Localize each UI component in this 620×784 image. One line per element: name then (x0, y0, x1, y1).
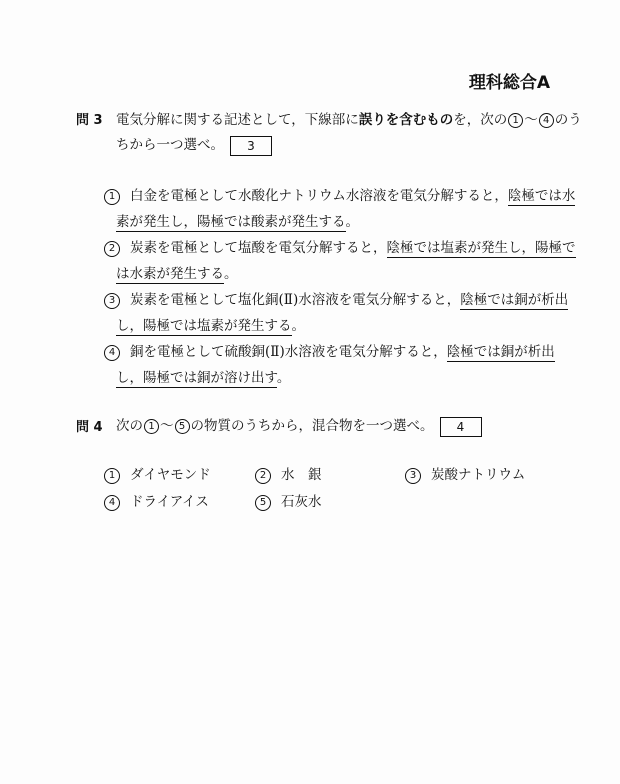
underlined-text: 陰極では銅が析出 (446, 344, 555, 360)
option-text: 。 (291, 318, 305, 334)
option-2-line2 (116, 262, 238, 282)
stem-text: 電気分解に関する記述として，下線部に (116, 112, 359, 128)
option-text: ドライアイス (130, 494, 209, 510)
option-4-line2 (116, 366, 290, 386)
underlined-text: 陰極では塩素が発生し，陽極で (386, 240, 576, 256)
option-number: 1 (104, 189, 120, 205)
option-text: 白金を電極として水酸化ナトリウム水溶液を電気分解すると， (130, 188, 508, 204)
option-number: 5 (255, 495, 271, 511)
option-4-line1 (104, 340, 555, 361)
option-number: 3 (405, 468, 421, 484)
underlined-text: し，陽極では塩素が発生する (116, 318, 292, 334)
option-3-line1 (104, 288, 568, 309)
range-start-marker: 1 (508, 113, 523, 128)
answer-box-4[interactable]: 4 (440, 417, 482, 437)
option-text: 炭素を電極として塩化銅(Ⅱ)水溶液を電気分解すると， (130, 292, 461, 308)
q4-option-4 (104, 490, 209, 511)
option-number: 3 (104, 293, 120, 309)
question-3-stem-line2 (116, 133, 272, 156)
underlined-text: 素が発生し，陽極では酸素が発生する (116, 214, 346, 230)
range-end-marker: 5 (175, 419, 190, 434)
option-text: ダイヤモンド (130, 467, 211, 483)
option-text: 。 (224, 266, 238, 282)
subject-title: 理科総合A (468, 73, 550, 93)
option-number: 1 (104, 468, 120, 484)
q4-option-2 (255, 463, 322, 484)
question-3-stem-line1 (116, 108, 582, 128)
option-text: 水 銀 (281, 467, 322, 483)
option-1-line2 (116, 210, 359, 230)
option-number: 2 (255, 468, 271, 484)
option-3-line2 (116, 314, 305, 334)
stem-text: のう (554, 112, 582, 128)
range-separator: 〜 (160, 418, 174, 434)
range-end-marker: 4 (539, 113, 554, 128)
stem-text: 次の (116, 418, 143, 434)
q4-option-1 (104, 463, 211, 484)
option-2-line1 (104, 236, 576, 257)
option-text: 銅を電極として硫酸銅(Ⅱ)水溶液を電気分解すると， (130, 344, 447, 360)
option-text: 炭酸ナトリウム (431, 467, 526, 483)
underlined-text: 陰極では水 (507, 188, 576, 204)
option-text: 。 (276, 370, 291, 386)
underlined-text: 陰極では銅が析出 (460, 292, 569, 308)
option-text: 炭素を電極として塩酸を電気分解すると， (130, 240, 387, 256)
answer-box-3[interactable]: 3 (230, 136, 272, 156)
q4-option-3 (405, 463, 525, 484)
option-number: 4 (104, 345, 120, 361)
range-start-marker: 1 (144, 419, 159, 434)
option-1-line1 (104, 184, 575, 205)
question-4-label: 問 4 (76, 420, 103, 435)
option-text: 石灰水 (281, 494, 322, 510)
stem-text: の物質のうちから，混合物を一つ選べ。 (190, 418, 434, 434)
q4-option-5 (255, 490, 322, 511)
option-number: 2 (104, 241, 120, 257)
question-3-label: 問 3 (76, 113, 103, 128)
range-separator: 〜 (524, 112, 538, 128)
stem-text: を，次の (453, 112, 508, 128)
question-4-stem (116, 414, 482, 437)
stem-emphasis: 誤りを含むもの (358, 112, 454, 128)
underlined-text: し，陽極では銅が溶け出す (116, 370, 277, 386)
underlined-text: は水素が発生する (116, 266, 224, 282)
option-text: 。 (345, 214, 359, 230)
stem-text: ちから一つ選べ。 (116, 137, 224, 153)
option-number: 4 (104, 495, 120, 511)
